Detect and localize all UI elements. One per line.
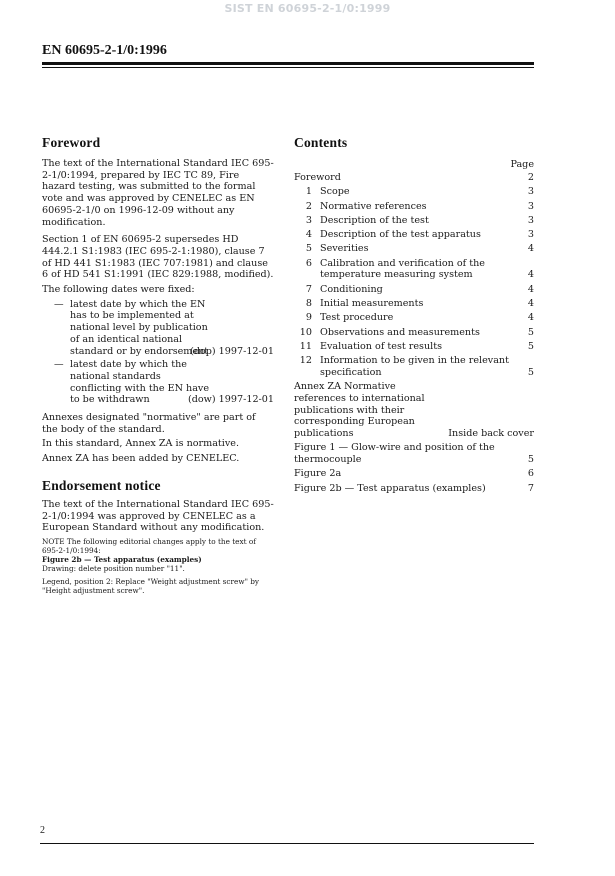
toc-entry-title: Observations and measurements bbox=[320, 326, 480, 338]
toc-entry-page: 2 bbox=[527, 172, 534, 183]
dash: — bbox=[54, 359, 64, 371]
toc-entry[interactable] bbox=[294, 468, 534, 480]
toc-entry-page: 4 bbox=[527, 312, 534, 324]
toc-entry-page: 5 bbox=[527, 340, 534, 352]
date-item-date: (dow) 1997-12-01 bbox=[188, 394, 274, 406]
toc-entry-number: 11 bbox=[299, 340, 312, 352]
toc-entry-page: 4 bbox=[527, 283, 534, 295]
toc-entry-title: Foreword bbox=[294, 172, 341, 183]
endorsement-heading: Endorsement notice bbox=[42, 478, 161, 493]
toc-entry[interactable] bbox=[294, 215, 534, 227]
endorsement-section bbox=[42, 478, 274, 595]
toc-entry[interactable] bbox=[294, 312, 534, 324]
toc-entry-title: Information to be given in the relevant specification bbox=[320, 355, 509, 378]
toc-entry-title: Description of the test bbox=[320, 214, 429, 226]
toc-entry[interactable] bbox=[294, 172, 534, 184]
endorsement-note: NOTE The following editorial changes apply to the text of 695-2-1/0:1994: bbox=[42, 537, 256, 556]
toc-entry-page: 4 bbox=[527, 243, 534, 255]
page-number: 2 bbox=[40, 825, 45, 836]
footer-rule bbox=[40, 843, 534, 844]
foreword-paragraph-2: Section 1 of EN 60695-2 supersedes HD 444.2.1 S1:1983 (IEC 695-2-1:1980), clause 7 of HD 441 S1:1983 (IEC 707:1981) and clause 6 of HD 541 S1:1991 (IEC 829:1988, modified). bbox=[42, 234, 274, 281]
endorsement-paragraph: The text of the International Standard IEC 695-2-1/0:1994 was approved by CENELEC as a European Standard without any modification. bbox=[42, 499, 274, 534]
toc-entry-title: Figure 2b — Test apparatus (examples) bbox=[294, 482, 486, 494]
date-item-text: latest date by which the EN has to be implemented at national level by publication of an identical national standard or by endorsement bbox=[70, 298, 209, 357]
toc-entry-page: 3 bbox=[527, 214, 534, 226]
date-item-dow bbox=[42, 359, 274, 406]
toc-entry-title: Normative references bbox=[320, 200, 427, 212]
toc-entry[interactable] bbox=[294, 327, 534, 339]
toc-entry[interactable] bbox=[294, 341, 534, 353]
toc-entry-title: Annex ZA Normative references to international publications with their corresponding European publications bbox=[294, 381, 425, 440]
toc-entry-page: 5 bbox=[527, 454, 534, 466]
endorsement-figure: Figure 2b — Test apparatus (examples) bbox=[42, 555, 202, 565]
toc-entry-number: 10 bbox=[299, 326, 312, 338]
toc-entry-title: Initial measurements bbox=[320, 298, 424, 310]
toc-entry[interactable] bbox=[294, 229, 534, 241]
toc-entry-number: 9 bbox=[305, 312, 312, 324]
toc-entry-number: 7 bbox=[305, 283, 312, 295]
toc-entry[interactable] bbox=[294, 243, 534, 255]
header-rule-thin bbox=[42, 67, 534, 68]
date-item-date: (dop) 1997-12-01 bbox=[190, 345, 274, 357]
toc-entry-page: Inside back cover bbox=[448, 428, 534, 440]
toc-entry[interactable] bbox=[294, 201, 534, 213]
toc-entry[interactable] bbox=[294, 258, 534, 281]
foreword-paragraph-4: Annexes designated "normative" are part of the body of the standard. bbox=[42, 412, 256, 435]
dash: — bbox=[54, 298, 64, 310]
toc-entry-page: 3 bbox=[527, 200, 534, 212]
toc-entry-page: 5 bbox=[527, 326, 534, 338]
toc-entry-number: 8 bbox=[305, 298, 312, 310]
table-of-contents bbox=[294, 172, 534, 494]
foreword-paragraph-6: Annex ZA has been added by CENELEC. bbox=[42, 453, 240, 465]
toc-entry-title: Calibration and verification of the temperature measuring system bbox=[320, 257, 485, 281]
toc-entry-number: 2 bbox=[305, 200, 312, 212]
document-id: EN 60695-2-1/0:1996 bbox=[42, 43, 167, 58]
contents-section bbox=[294, 135, 534, 497]
toc-entry-title: Figure 1 — Glow-wire and position of the thermocouple bbox=[294, 442, 495, 466]
foreword-paragraph-5: In this standard, Annex ZA is normative. bbox=[42, 438, 239, 450]
header-rule-thick bbox=[42, 62, 534, 65]
toc-entry[interactable] bbox=[294, 442, 534, 465]
toc-entry[interactable] bbox=[294, 298, 534, 310]
toc-entry-page: 4 bbox=[527, 298, 534, 310]
toc-entry[interactable] bbox=[294, 284, 534, 296]
toc-entry-number: 4 bbox=[305, 229, 312, 241]
toc-entry-page: 6 bbox=[527, 468, 534, 480]
toc-entry-title: Figure 2a bbox=[294, 468, 342, 480]
foreword-section bbox=[42, 135, 274, 468]
toc-entry-number: 1 bbox=[305, 186, 312, 198]
toc-entry-page: 3 bbox=[527, 186, 534, 198]
foreword-heading: Foreword bbox=[42, 135, 101, 150]
toc-entry-title: Test procedure bbox=[320, 312, 394, 324]
toc-entry[interactable] bbox=[294, 355, 534, 378]
toc-entry-number: 5 bbox=[305, 243, 312, 255]
toc-entry-page: 5 bbox=[527, 366, 534, 378]
toc-entry-number: 12 bbox=[299, 355, 312, 367]
toc-entry[interactable] bbox=[294, 186, 534, 198]
date-item-text: latest date by which the national standards conflicting with the EN have to be withdrawn bbox=[70, 359, 210, 406]
watermark: SIST EN 60695-2-1/0:1999 bbox=[224, 2, 391, 15]
toc-entry-title: Severities bbox=[320, 243, 369, 255]
toc-entry-title: Evaluation of test results bbox=[320, 340, 442, 352]
contents-heading: Contents bbox=[294, 135, 348, 150]
date-item-dop bbox=[42, 299, 274, 358]
toc-entry-number: 6 bbox=[305, 257, 312, 269]
toc-entry-title: Description of the test apparatus bbox=[320, 229, 481, 241]
toc-entry-page: 4 bbox=[527, 269, 534, 281]
toc-entry-number: 3 bbox=[305, 214, 312, 226]
page-column-header: Page bbox=[510, 159, 534, 170]
toc-entry-page: 7 bbox=[527, 482, 534, 494]
foreword-paragraph-3: The following dates were fixed: bbox=[42, 284, 195, 296]
toc-entry-title: Scope bbox=[320, 186, 350, 198]
toc-entry[interactable] bbox=[294, 381, 534, 440]
toc-entry[interactable] bbox=[294, 483, 534, 495]
endorsement-drawing-change: Drawing: delete position number "11". bbox=[42, 564, 185, 574]
toc-entry-title: Conditioning bbox=[320, 283, 383, 295]
foreword-paragraph-1: The text of the International Standard IEC 695-2-1/0:1994, prepared by IEC TC 89, Fire hazard testing, was submitted to the formal vote and was approved by CENELEC as EN 60695-2-1/0 on 1996-12-09 without any modification. bbox=[42, 158, 274, 228]
toc-entry-page: 3 bbox=[527, 229, 534, 241]
endorsement-legend-change: Legend, position 2: Replace "Weight adjustment screw" by "Height adjustment screw". bbox=[42, 577, 260, 596]
